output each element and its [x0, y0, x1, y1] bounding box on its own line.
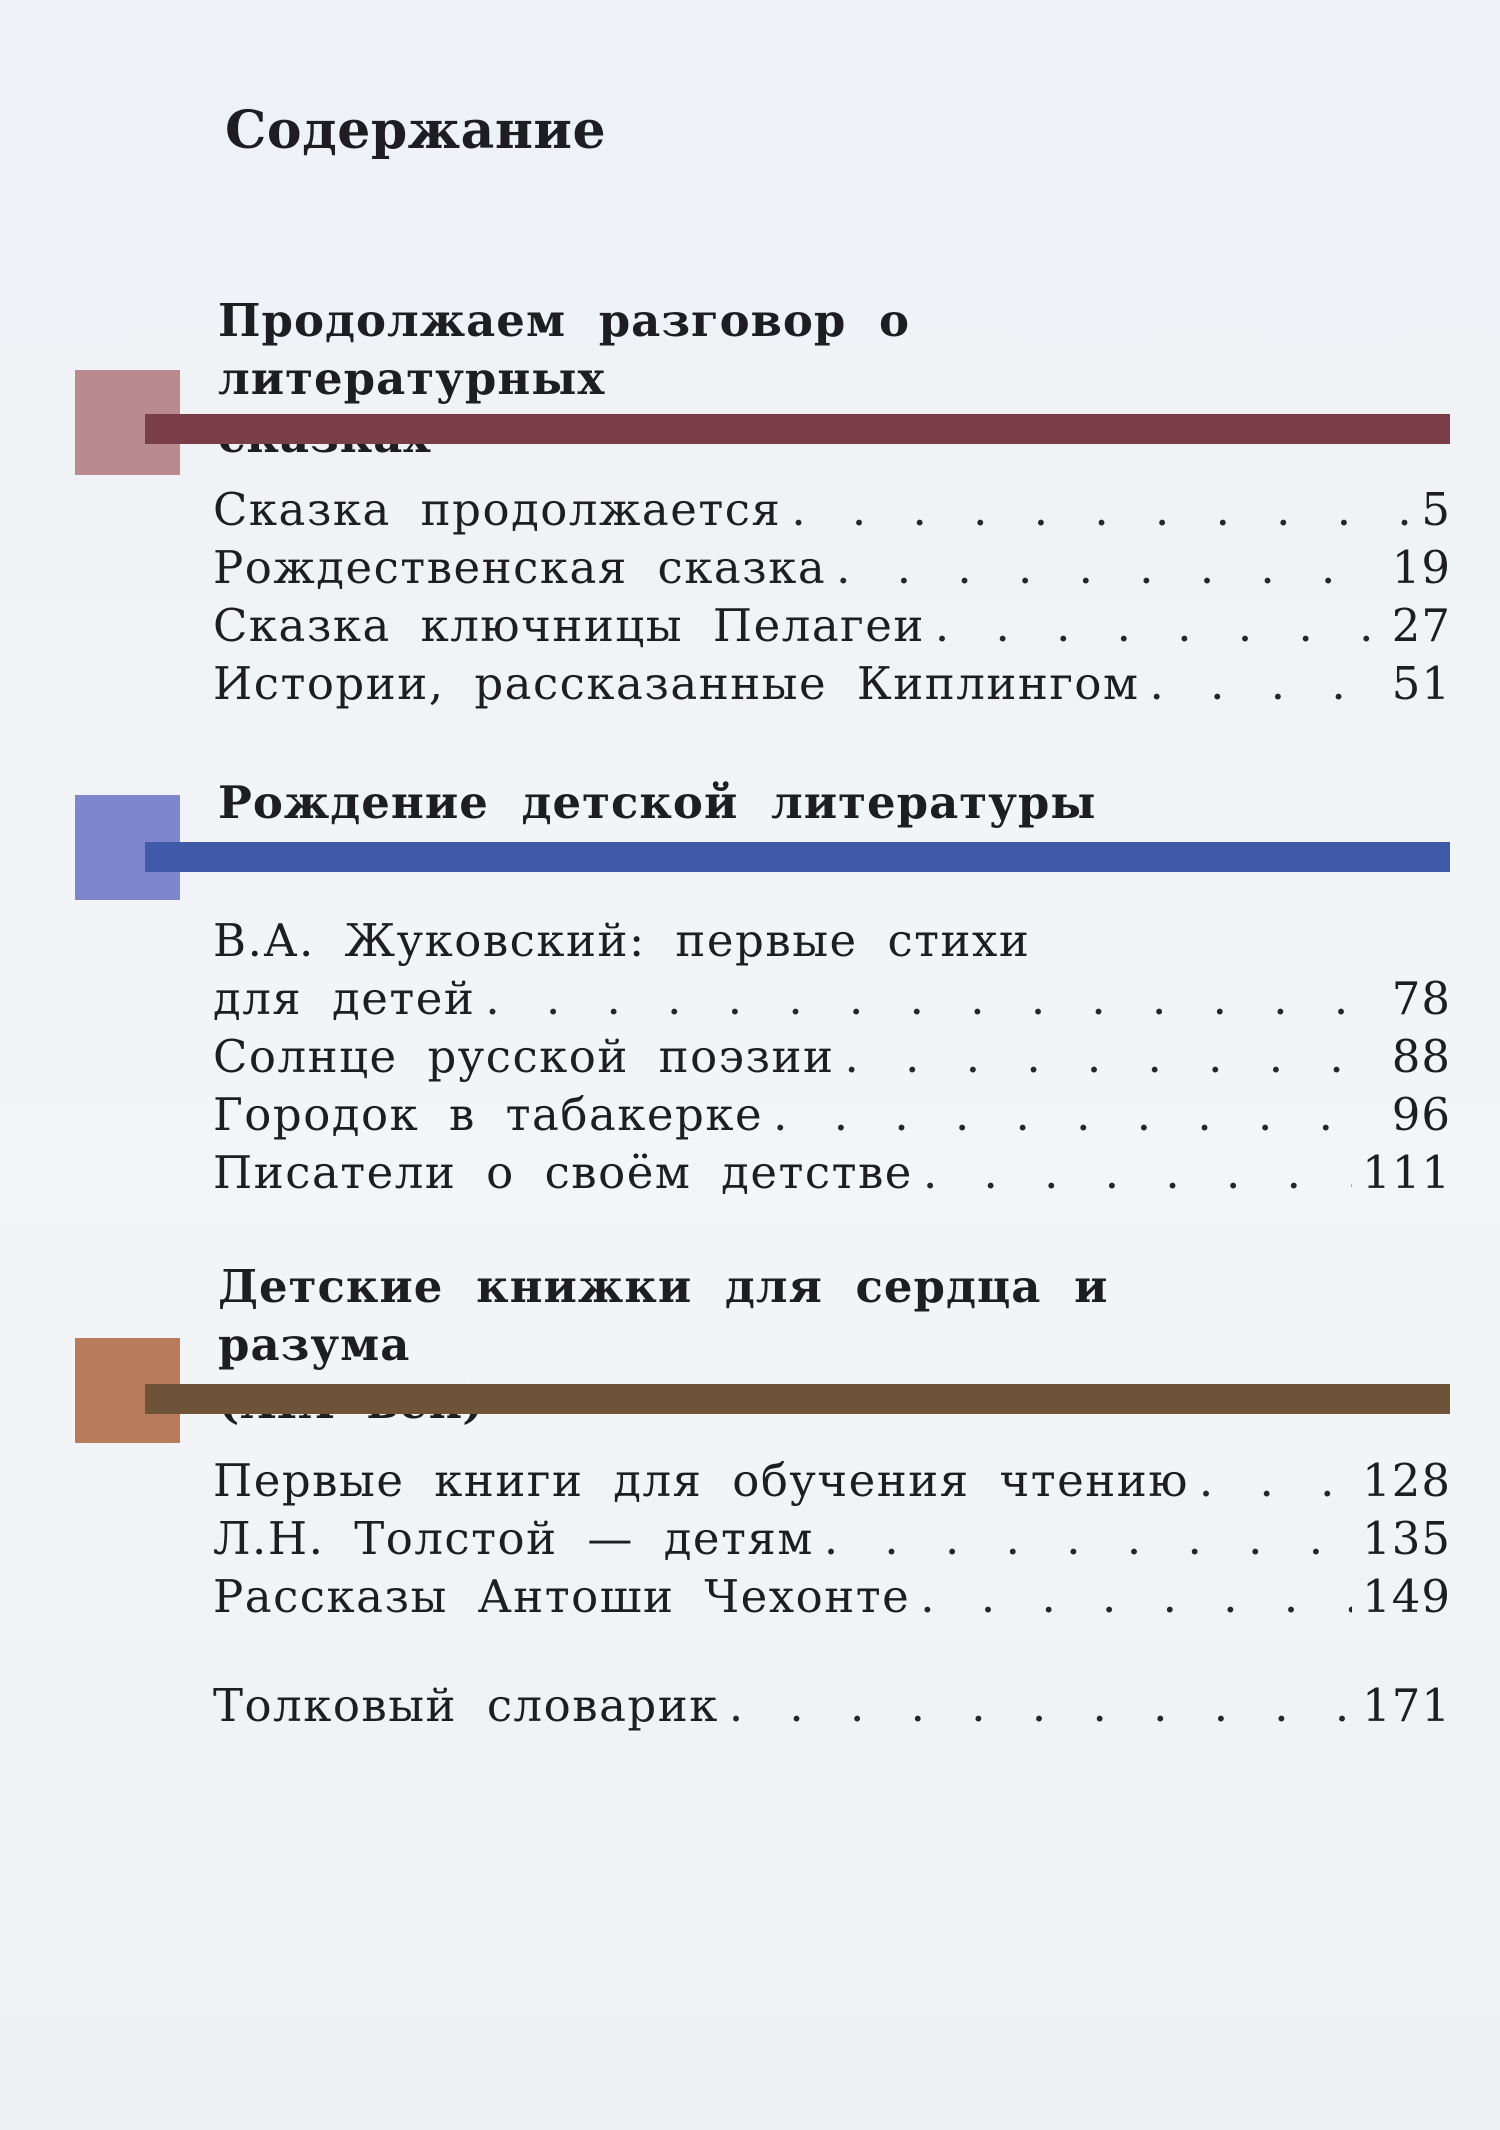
entry-page-number: 88 — [1391, 1030, 1451, 1083]
entry-title: Солнце русской поэзии — [213, 1030, 835, 1083]
entry-title: Рассказы Антоши Чехонте — [213, 1570, 911, 1623]
section-divider-bar — [145, 842, 1450, 872]
entry-page-number: 27 — [1391, 599, 1451, 652]
entry-page-number: 51 — [1391, 657, 1451, 710]
toc-entry[interactable] — [213, 597, 1451, 655]
dot-leader — [791, 481, 1411, 539]
entry-page-number: 5 — [1421, 483, 1451, 536]
section-heading-line: Детские книжки для сердца и разума — [218, 1260, 1109, 1371]
page-title: Содержание — [225, 100, 607, 161]
toc-entry[interactable] — [213, 1452, 1451, 1510]
section-heading-line: Рождение детской литературы — [218, 776, 1097, 829]
toc-entry[interactable] — [213, 1568, 1451, 1626]
entry-title-line[interactable]: В.А. Жуковский: первые стихи — [213, 914, 1031, 967]
entry-title: Рождественская сказка — [213, 541, 827, 594]
dot-leader — [845, 1028, 1382, 1086]
dot-leader — [920, 1568, 1352, 1626]
toc-entry[interactable] — [213, 1028, 1451, 1086]
toc-entry[interactable] — [213, 1144, 1451, 1202]
entry-title: Истории, рассказанные Киплингом — [213, 657, 1140, 710]
glossary-block — [213, 1677, 1451, 1735]
dot-leader — [1199, 1452, 1352, 1510]
entry-title: для детей — [213, 972, 476, 1025]
toc-entry[interactable] — [213, 1086, 1451, 1144]
dot-leader — [1150, 655, 1382, 713]
entry-title: Толковый словарик — [213, 1679, 719, 1732]
toc-entry-glossary[interactable] — [213, 1677, 1451, 1735]
entry-page-number: 111 — [1362, 1146, 1451, 1199]
dot-leader — [935, 597, 1382, 655]
section-heading — [218, 774, 1308, 832]
dot-leader — [836, 539, 1382, 597]
section-divider-bar — [145, 1384, 1450, 1414]
entry-page-number: 135 — [1362, 1512, 1451, 1565]
dot-leader — [824, 1510, 1352, 1568]
entry-page-number: 96 — [1391, 1088, 1451, 1141]
toc-entry[interactable] — [213, 1510, 1451, 1568]
entry-title: Сказка ключницы Пелагеи — [213, 599, 925, 652]
entry-page-number: 128 — [1362, 1454, 1451, 1507]
dot-leader — [923, 1144, 1352, 1202]
entry-page-number: 19 — [1391, 541, 1451, 594]
section-entries — [213, 1452, 1451, 1626]
entry-title: Городок в табакерке — [213, 1088, 764, 1141]
entry-page-number: 149 — [1362, 1570, 1451, 1623]
toc-entry[interactable] — [213, 970, 1451, 1028]
toc-entry[interactable] — [213, 481, 1451, 539]
section-entries — [213, 481, 1451, 713]
entry-title: Сказка продолжается — [213, 483, 782, 536]
entry-title: Первые книги для обучения чтению — [213, 1454, 1189, 1507]
section-divider-bar — [145, 414, 1450, 444]
section-heading-line: Продолжаем разговор о литературных — [218, 294, 911, 405]
entry-title: Л.Н. Толстой — детям — [213, 1512, 814, 1565]
toc-entry[interactable] — [213, 655, 1451, 713]
entry-title: Писатели о своём детстве — [213, 1146, 913, 1199]
toc-entry[interactable] — [213, 539, 1451, 597]
dot-leader — [773, 1086, 1382, 1144]
section-entries — [213, 912, 1451, 1202]
dot-leader — [729, 1677, 1352, 1735]
entry-page-number: 171 — [1362, 1679, 1451, 1732]
dot-leader — [485, 970, 1381, 1028]
entry-page-number: 78 — [1391, 972, 1451, 1025]
